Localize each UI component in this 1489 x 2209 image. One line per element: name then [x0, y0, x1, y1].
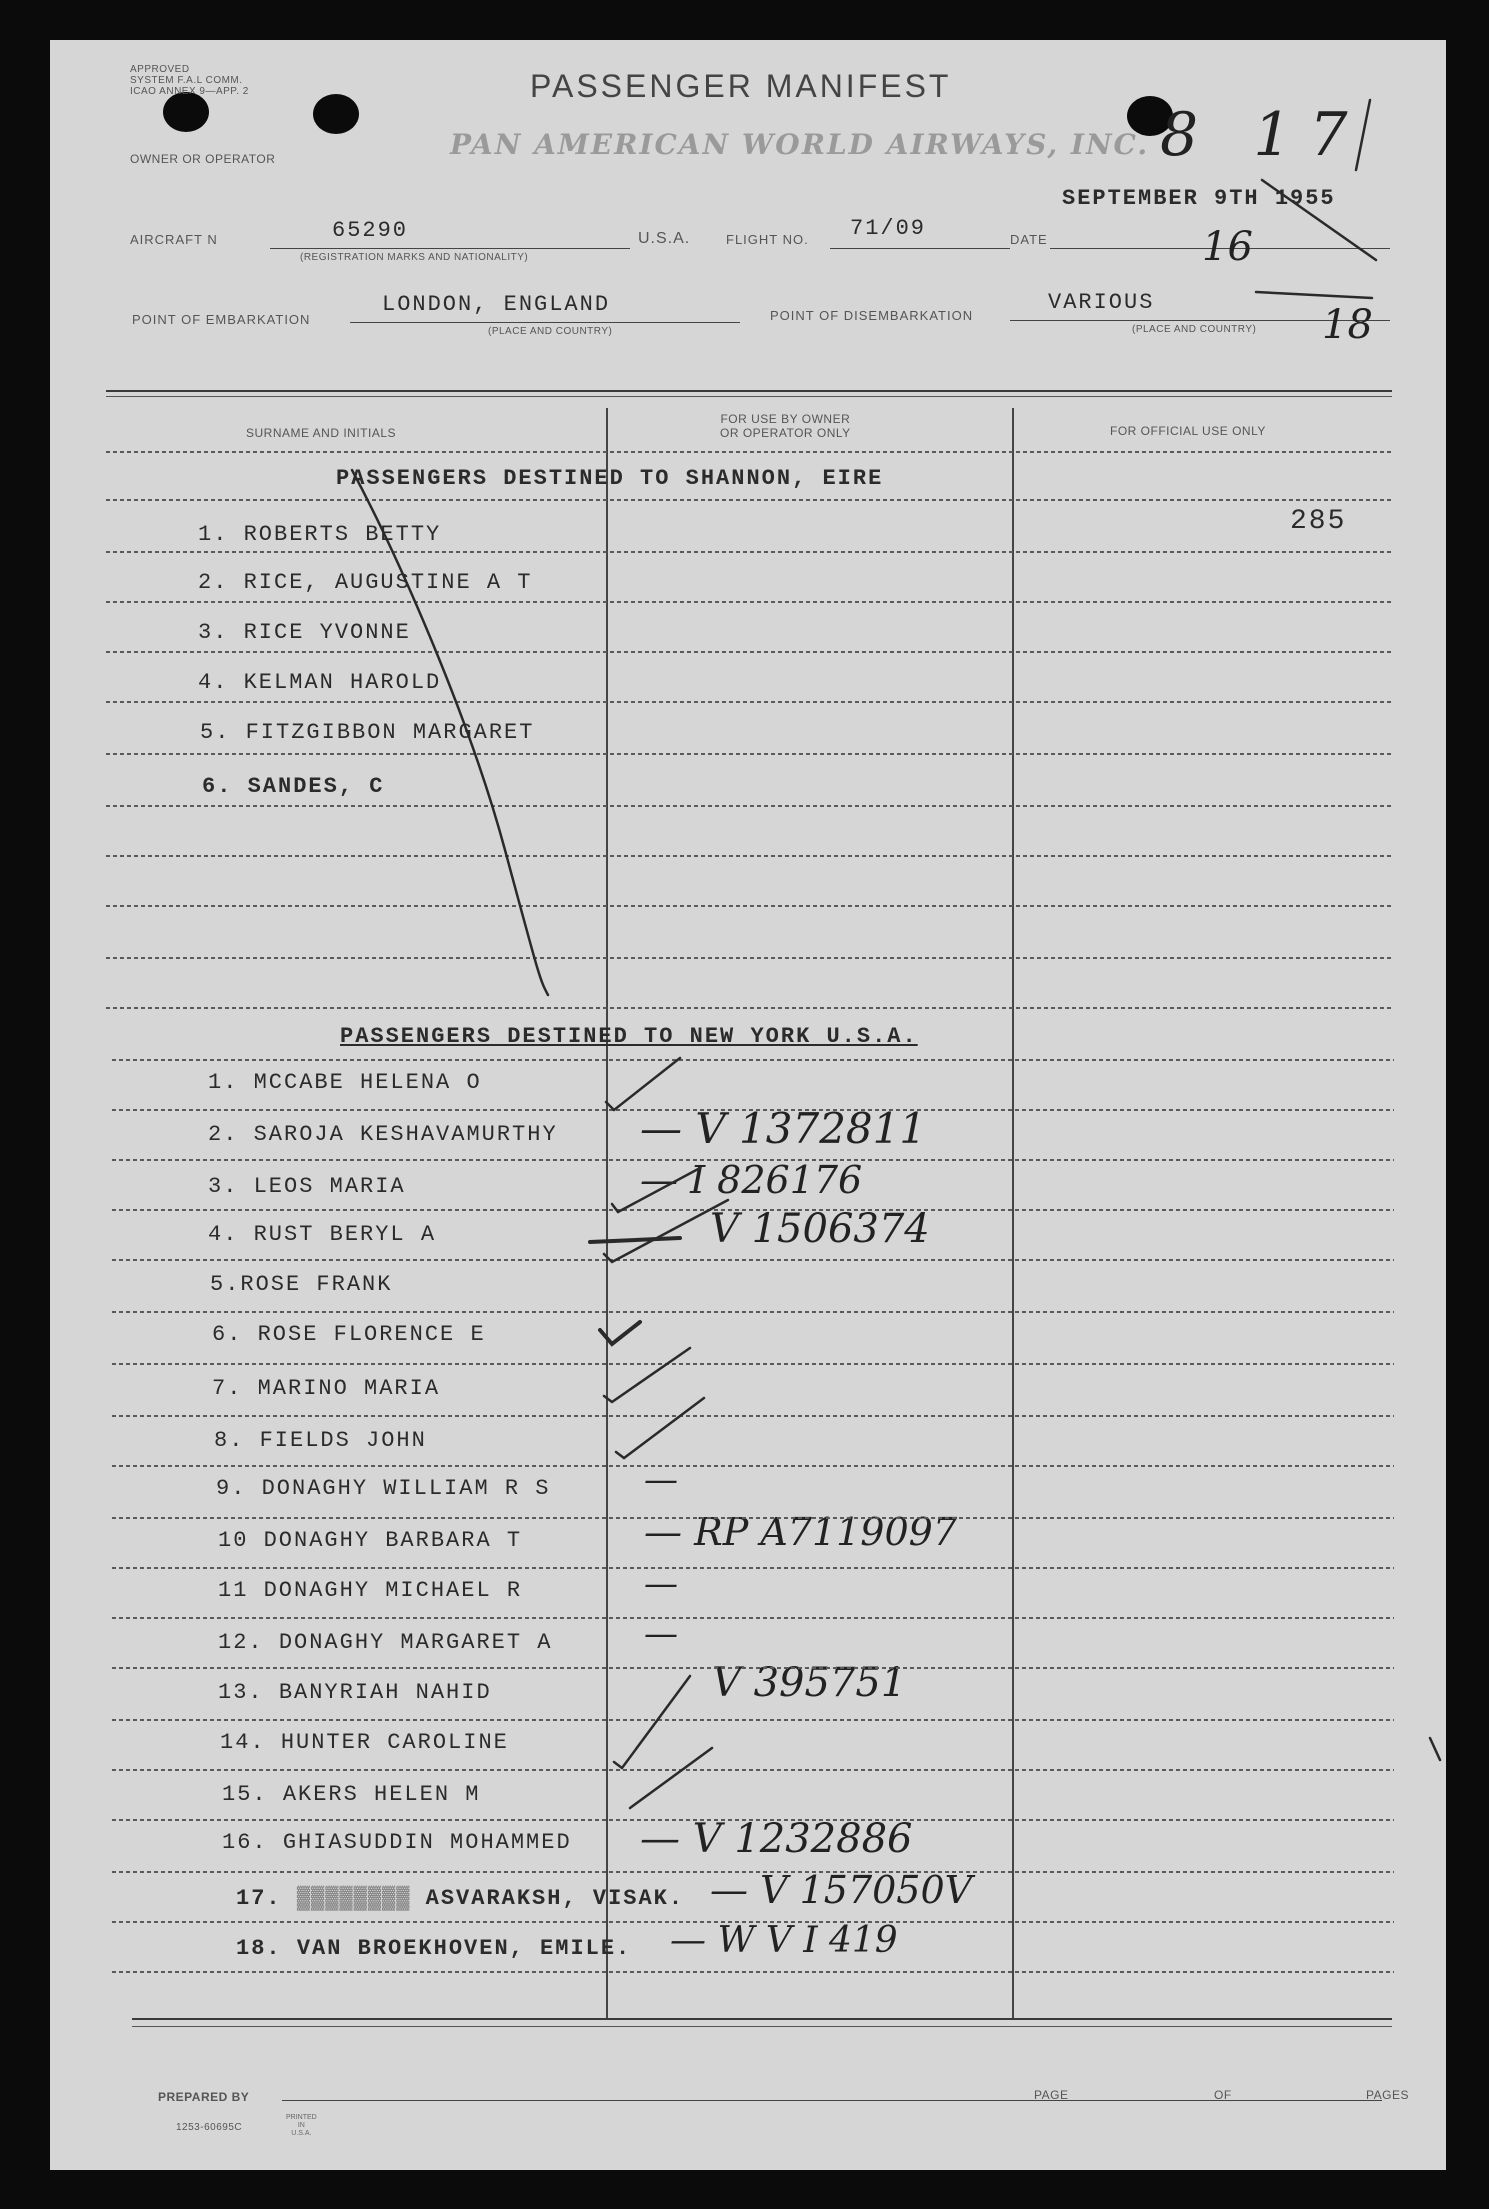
row-number: 5. — [210, 1272, 241, 1297]
approval-line: APPROVED — [130, 64, 190, 75]
passenger-name: DONAGHY MARGARET A — [278, 1630, 553, 1655]
passenger-name: ROSE FLORENCE E — [257, 1322, 486, 1347]
flight-number: 71/09 — [850, 216, 927, 241]
aircraft-caption: (REGISTRATION MARKS AND NATIONALITY) — [300, 252, 529, 263]
corner-mark: 18 — [1322, 302, 1373, 348]
section-heading-shannon: PASSENGERS DESTINED TO SHANNON, EIRE — [336, 466, 884, 491]
disembarkation-label: POINT OF DISEMBARKATION — [770, 308, 974, 323]
row-number: 18. — [236, 1936, 282, 1961]
corner-stroke — [1262, 180, 1376, 260]
handwritten-note: — — [644, 1564, 678, 1604]
row-number: 13. — [218, 1680, 264, 1705]
passenger-name: ROBERTS BETTY — [243, 522, 442, 547]
passenger-name: MCCABE HELENA O — [253, 1070, 482, 1095]
passenger-name: RICE, AUGUSTINE A T — [243, 570, 533, 595]
handwritten-note: — I 826176 — [640, 1158, 863, 1202]
passenger-name: ASVARAKSH, VISAK. — [425, 1886, 685, 1911]
handwritten-note: — — [644, 1460, 678, 1500]
row-lines — [106, 452, 1394, 1972]
usa-label: U.S.A. — [638, 230, 691, 247]
document-title: PASSENGER MANIFEST — [530, 68, 952, 104]
passenger-name: ROSE FRANK — [240, 1272, 393, 1297]
place-caption: (PLACE AND COUNTRY) — [1132, 324, 1257, 335]
margin-mark — [1430, 1738, 1440, 1760]
passenger-name: SANDES, C — [247, 774, 385, 799]
printed-usa-mark: PRINTED IN U.S.A. — [286, 2114, 317, 2137]
column-header-line: OR OPERATOR ONLY — [720, 426, 851, 440]
redacted-text: ▓▓▓▓▓▓▓▓ — [296, 1886, 411, 1911]
row-number: 6. — [212, 1322, 243, 1347]
approval-line: SYSTEM F.A.L COMM. — [130, 75, 243, 86]
check-mark — [612, 1168, 700, 1212]
column-header-line: FOR USE BY OWNER — [720, 412, 851, 426]
check-mark — [604, 1348, 690, 1402]
handwritten-note: — — [644, 1614, 678, 1654]
passenger-name: LEOS MARIA — [253, 1174, 406, 1199]
passenger-name: AKERS HELEN M — [282, 1782, 481, 1807]
passenger-name: DONAGHY BARBARA T — [263, 1528, 523, 1553]
row-number: 16. — [222, 1830, 268, 1855]
passenger-name: SAROJA KESHAVAMURTHY — [253, 1122, 558, 1147]
corner-mark: 8 17 — [1160, 100, 1366, 170]
check-mark — [614, 1676, 690, 1768]
handwritten-note: — V 1372811 — [640, 1104, 927, 1153]
check-mark — [606, 1058, 680, 1110]
row-number: 2. — [208, 1122, 239, 1147]
passenger-name: FITZGIBBON MARGARET — [245, 720, 535, 745]
disembarkation-point: VARIOUS — [1048, 290, 1155, 315]
row-number: 15. — [222, 1782, 268, 1807]
row-number: 1. — [208, 1070, 239, 1095]
passenger-name: RICE YVONNE — [243, 620, 411, 645]
of-label: OF — [1214, 2088, 1232, 2102]
corner-mark: 16 — [1202, 224, 1253, 270]
handwritten-note: — V 1232886 — [640, 1816, 913, 1862]
handwritten-note: V 395751 — [712, 1660, 907, 1706]
handwritten-note: — RP A7119097 — [644, 1510, 958, 1554]
approval-line: ICAO ANNEX 9—APP. 2 — [130, 86, 249, 97]
row-number: 5. — [200, 720, 231, 745]
row-number: 4. — [198, 670, 229, 695]
passenger-name: VAN BROEKHOVEN, EMILE. — [296, 1936, 632, 1961]
row-number: 9. — [216, 1476, 247, 1501]
passenger-name: FIELDS JOHN — [259, 1428, 427, 1453]
passenger-name: KELMAN HAROLD — [243, 670, 442, 695]
column-header-official: FOR OFFICIAL USE ONLY — [1110, 424, 1266, 438]
passenger-name: DONAGHY MICHAEL R — [263, 1578, 523, 1603]
check-mark — [616, 1398, 704, 1458]
passenger-name: RUST BERYL A — [253, 1222, 437, 1247]
aircraft-label: AIRCRAFT N — [130, 232, 218, 247]
official-note: 285 — [1290, 506, 1347, 537]
column-header-names: SURNAME AND INITIALS — [246, 426, 397, 440]
passenger-name: MARINO MARIA — [257, 1376, 441, 1401]
handwritten-note: V 1506374 — [710, 1206, 930, 1252]
embarkation-label: POINT OF EMBARKATION — [132, 312, 311, 327]
handwritten-note: — W V I 419 — [670, 1920, 898, 1961]
row-number: 4. — [208, 1222, 239, 1247]
row-number: 7. — [212, 1376, 243, 1401]
section-heading-new-york: PASSENGERS DESTINED TO NEW YORK U.S.A. — [340, 1024, 918, 1049]
embarkation-point: LONDON, ENGLAND — [382, 292, 611, 317]
corner-stroke — [1256, 292, 1372, 298]
flight-label: FLIGHT NO. — [726, 232, 809, 247]
cancel-stroke — [352, 470, 548, 995]
prepared-by-label: PREPARED BY — [158, 2090, 250, 2104]
passenger-name: DONAGHY WILLIAM R S — [261, 1476, 551, 1501]
date-label: DATE — [1010, 232, 1048, 247]
passenger-name: HUNTER CAROLINE — [280, 1730, 509, 1755]
row-number: 17. — [236, 1886, 282, 1911]
form-number: 1253-60695C — [176, 2122, 243, 2133]
row-number: 2. — [198, 570, 229, 595]
row-number: 6. — [202, 774, 233, 799]
handwritten-note: — V 157050V — [710, 1868, 973, 1912]
check-mark — [600, 1322, 640, 1344]
passenger-name: GHIASUDDIN MOHAMMED — [282, 1830, 572, 1855]
row-number: 3. — [208, 1174, 239, 1199]
row-number: 12. — [218, 1630, 264, 1655]
aircraft-number: 65290 — [332, 218, 409, 243]
dash-mark — [590, 1238, 680, 1242]
row-number: 11 — [218, 1578, 249, 1603]
passenger-name: BANYRIAH NAHID — [278, 1680, 492, 1705]
pages-label: PAGES — [1366, 2088, 1409, 2102]
page-label: PAGE — [1034, 2088, 1069, 2102]
row-number: 1. — [198, 522, 229, 547]
row-number: 10 — [218, 1528, 249, 1553]
handwritten-strokes — [352, 100, 1440, 1808]
flight-date: SEPTEMBER 9TH 1955 — [1062, 186, 1336, 211]
corner-stroke — [1356, 100, 1370, 170]
check-mark — [630, 1748, 712, 1808]
airline-name: PAN AMERICAN WORLD AIRWAYS, INC. — [450, 128, 1150, 161]
owner-label: OWNER OR OPERATOR — [130, 152, 276, 166]
row-number: 8. — [214, 1428, 245, 1453]
row-number: 3. — [198, 620, 229, 645]
place-caption: (PLACE AND COUNTRY) — [488, 326, 613, 337]
row-number: 14. — [220, 1730, 266, 1755]
